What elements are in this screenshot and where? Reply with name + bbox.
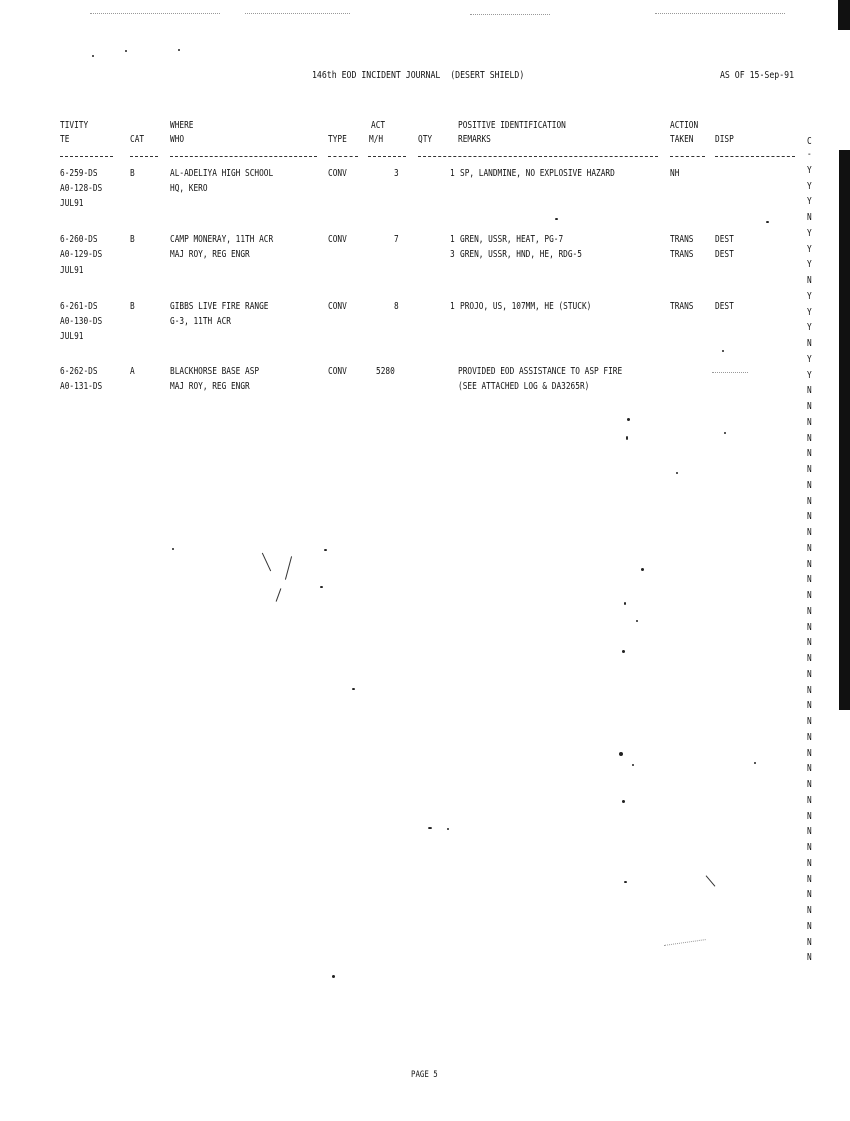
header-rule [715, 156, 795, 157]
disposition: DEST [715, 234, 734, 245]
who: MAJ ROY, REG ENGR [170, 381, 250, 392]
c-flag: N [807, 810, 812, 822]
c-flag: N [807, 448, 812, 460]
action-taken: TRANS [670, 301, 694, 312]
type: CONV [328, 168, 347, 179]
act-mh: 8 [394, 301, 399, 312]
remark: SP, LANDMINE, NO EXPLOSIVE HAZARD [460, 168, 615, 179]
c-flag: Y [807, 353, 812, 365]
c-flag: N [807, 479, 812, 491]
remark: GREN, USSR, HND, HE, RDG-5 [460, 249, 582, 260]
journal-title: 146th EOD INCIDENT JOURNAL (DESERT SHIELD) [312, 70, 525, 81]
act-mh: 5280 [376, 366, 395, 377]
scan-speck [332, 975, 335, 978]
col-type: TYPE [328, 134, 347, 145]
c-flag: N [807, 212, 812, 223]
remark: PROJO, US, 107MM, HE (STUCK) [460, 301, 592, 312]
quantity: 1 [450, 168, 455, 179]
activity-ao: A0-131-DS [60, 381, 103, 392]
remark: (SEE ATTACHED LOG & DA3265R) [458, 381, 590, 392]
activity-number: 6-262-DS [60, 366, 98, 377]
scan-noise [712, 372, 748, 374]
scan-speck [178, 49, 180, 51]
page-number: PAGE 5 [411, 1070, 438, 1080]
c-flag: Y [807, 322, 812, 334]
col-where: WHERE [170, 120, 194, 131]
col-disp: DISP [715, 134, 734, 145]
c-flag: N [807, 527, 812, 538]
act-mh: 7 [394, 234, 399, 245]
c-flag: N [807, 621, 812, 633]
c-flag: N [807, 432, 812, 444]
c-flag: Y [807, 243, 812, 255]
c-flag: Y [807, 259, 812, 271]
scan-speck [125, 50, 127, 52]
scan-speck [428, 827, 432, 829]
scan-speck [92, 55, 94, 57]
activity-number: 6-259-DS [60, 168, 98, 179]
scan-speck [626, 436, 628, 440]
where: BLACKHORSE BASE ASP [170, 366, 260, 377]
col-cat: CAT [130, 134, 145, 145]
header-rule [670, 156, 705, 157]
activity-number: 6-261-DS [60, 301, 98, 312]
c-flag: N [807, 857, 812, 869]
scan-speck [624, 602, 626, 605]
where: CAMP MONERAY, 11TH ACR [170, 234, 274, 245]
category: A [130, 366, 135, 377]
where: GIBBS LIVE FIRE RANGE [170, 301, 269, 312]
c-flag: N [807, 905, 812, 916]
scan-noise [655, 13, 785, 15]
action-taken: TRANS [670, 234, 694, 245]
c-flag: N [807, 464, 812, 475]
col-activity: TIVITY [60, 120, 89, 131]
c-flag: N [807, 794, 812, 806]
c-flag: N [807, 574, 812, 586]
scan-mark [285, 556, 292, 579]
quantity: 1 [450, 234, 455, 245]
c-flag: Y [807, 290, 812, 302]
c-flag: Y [807, 369, 812, 381]
header-rule [368, 156, 406, 157]
action-taken: TRANS [670, 249, 694, 260]
scan-mark [706, 875, 716, 886]
category: B [130, 301, 135, 312]
as-of-date: AS OF 15-Sep-91 [720, 70, 795, 81]
who: MAJ ROY, REG ENGR [170, 249, 250, 260]
activity-ao: A0-128-DS [60, 183, 103, 194]
activity-date: JUL91 [60, 331, 84, 342]
activity-date: JUL91 [60, 265, 84, 276]
c-flag: N [807, 779, 812, 790]
scan-speck [172, 548, 174, 550]
c-flag: N [807, 416, 812, 428]
action-taken: NH [670, 168, 680, 179]
disposition: DEST [715, 249, 734, 260]
quantity: 3 [450, 249, 455, 260]
c-flag: N [807, 605, 812, 617]
col-action: ACTION [670, 120, 699, 131]
col-c: C [807, 136, 812, 147]
col-remarks: REMARKS [458, 134, 491, 145]
scan-speck [447, 828, 449, 830]
c-flag: N [807, 668, 812, 680]
who: G-3, 11TH ACR [170, 316, 231, 327]
remark: GREN, USSR, HEAT, PG-7 [460, 234, 564, 245]
scan-speck [754, 762, 756, 764]
scan-edge [838, 0, 850, 30]
c-flag: N [807, 385, 812, 397]
header-rule [170, 156, 317, 157]
col-mh: M/H [369, 134, 384, 145]
c-flag: N [807, 275, 812, 286]
act-mh: 3 [394, 168, 399, 179]
col-activity-2: TE [60, 134, 70, 145]
c-flag: N [807, 700, 812, 712]
c-flag: Y [807, 196, 812, 208]
scan-noise [664, 939, 706, 947]
c-flag: N [807, 495, 812, 507]
c-flag: N [807, 747, 812, 759]
scan-speck [766, 221, 769, 223]
c-flag: Y [807, 227, 812, 239]
c-flag: N [807, 889, 812, 901]
scan-speck [722, 350, 724, 352]
activity-date: JUL91 [60, 198, 84, 209]
scan-speck [324, 549, 327, 551]
c-flag: N [807, 936, 812, 948]
c-flag: N [807, 511, 812, 523]
c-flag: Y [807, 180, 812, 192]
c-flag: N [807, 684, 812, 696]
type: CONV [328, 366, 347, 377]
col-positive-id: POSITIVE IDENTIFICATION [458, 120, 566, 131]
c-flag: N [807, 653, 812, 664]
scan-speck [627, 418, 630, 421]
c-flag: N [807, 716, 812, 727]
remark: PROVIDED EOD ASSISTANCE TO ASP FIRE [458, 366, 623, 377]
c-flag: Y [807, 164, 812, 176]
scan-speck [555, 218, 558, 220]
category: B [130, 234, 135, 245]
activity-number: 6-260-DS [60, 234, 98, 245]
c-flag: Y [807, 306, 812, 318]
scan-speck [622, 800, 625, 803]
scan-mark [262, 553, 271, 572]
c-flag: N [807, 826, 812, 838]
c-flag: N [807, 763, 812, 775]
where: AL-ADELIYA HIGH SCHOOL [170, 168, 274, 179]
scan-noise [90, 13, 220, 15]
scan-speck [622, 650, 625, 653]
scan-edge [839, 150, 850, 710]
header-rule [328, 156, 358, 157]
c-flag: N [807, 401, 812, 412]
category: B [130, 168, 135, 179]
header-rule [418, 156, 658, 157]
col-act: ACT [371, 120, 386, 131]
col-qty: QTY [418, 134, 433, 145]
quantity: 1 [450, 301, 455, 312]
c-flag: N [807, 873, 812, 885]
scan-speck [724, 432, 726, 434]
scan-noise [470, 14, 550, 16]
c-flag: N [807, 542, 812, 554]
who: HQ, KERO [170, 183, 208, 194]
scan-noise [245, 13, 350, 15]
c-flag: N [807, 338, 812, 349]
c-flag: N [807, 637, 812, 649]
scan-speck [619, 752, 623, 756]
type: CONV [328, 234, 347, 245]
c-flag: N [807, 590, 812, 601]
col-who: WHO [170, 134, 185, 145]
activity-ao: A0-129-DS [60, 249, 103, 260]
c-flag: N [807, 920, 812, 932]
type: CONV [328, 301, 347, 312]
c-flag: - [807, 149, 812, 160]
scan-speck [352, 688, 355, 690]
c-flag: N [807, 558, 812, 570]
scan-speck [641, 568, 644, 571]
activity-ao: A0-130-DS [60, 316, 103, 327]
header-rule [130, 156, 158, 157]
header-rule [60, 156, 113, 157]
scan-speck [632, 764, 634, 766]
scan-speck [320, 586, 323, 588]
scan-speck [624, 881, 627, 883]
disposition: DEST [715, 301, 734, 312]
scan-mark [276, 588, 282, 601]
c-flag: N [807, 952, 812, 964]
col-action-taken: TAKEN [670, 134, 694, 145]
scan-speck [676, 472, 678, 474]
scan-speck [636, 620, 638, 622]
c-flag: N [807, 731, 812, 743]
c-flag: N [807, 842, 812, 853]
